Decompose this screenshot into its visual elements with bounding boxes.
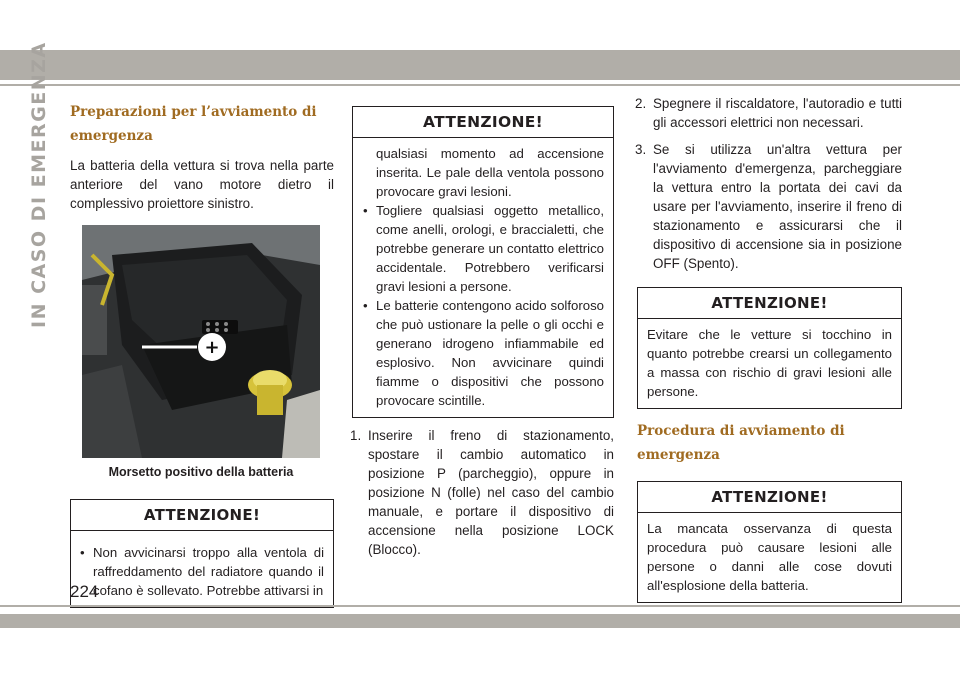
warning-text: Evitare che le vetture si tocchino in quanto potrebbe crearsi un collegamento a massa con rischio di gravi lesioni alle persone. <box>647 327 892 399</box>
positive-terminal-icon: + <box>204 337 220 358</box>
procedure-steps <box>352 426 614 559</box>
section-side-label: IN CASO DI EMERGENZA <box>28 41 50 328</box>
section-heading-procedure: Procedura di avviamento di emergenza <box>637 423 845 463</box>
warning-box-vehicles <box>637 287 902 409</box>
column-left <box>70 100 334 608</box>
warning-bullet: • Le batterie contengono acido solforoso che può ustionare la pelle o gli occhi e generano idrogeno infiammabile ed esplosivo. Non avvicinare quindi fiamme o dispositivi che possono provocare scintille. <box>363 296 604 410</box>
warning-text: La mancata osservanza di questa procedura può causare lesioni alle persone o danni alle cose dovuti all'esplosione della batteria. <box>647 521 892 593</box>
column-right <box>637 94 902 603</box>
engine-bay-illustration <box>82 225 320 458</box>
warning-box-continued <box>352 106 614 418</box>
warning-bullet: • Togliere qualsiasi oggetto metallico, come anelli, orologi, e braccialetti, che potrebbe generare un contatto elettrico accidentale. Potrebbero verificarsi gravi lesioni a persone. <box>363 201 604 296</box>
page-number: 224 <box>70 582 99 601</box>
warning-title: ATTENZIONE! <box>353 107 613 138</box>
step-item <box>637 140 902 273</box>
step-text: Inserire il freno di stazionamento, spostare il cambio automatico in posizione P (parcheggio), oppure in posizione N (folle) nel caso del cambio manuale, e portare il dispositivo di accensione nella posizione LOCK (Blocco). <box>368 428 614 557</box>
header-band <box>0 50 960 80</box>
warning-box-fan <box>70 499 334 608</box>
procedure-steps <box>637 94 902 273</box>
warning-title: ATTENZIONE! <box>638 482 901 513</box>
warning-title: ATTENZIONE! <box>638 288 901 319</box>
step-item <box>637 94 902 132</box>
step-number: 3. <box>635 142 647 157</box>
step-text: Se si utilizza un'altra vettura per l'avviamento d'emergenza, parcheggiare la vettura entro la portata dei cavi da usare per l'avviamento, inserire il freno di stazionamento e assicurarsi che il dispositivo di accensione sia in posizione OFF (Spento). <box>653 142 902 271</box>
step-number: 2. <box>635 96 647 111</box>
footer-rule <box>0 605 960 607</box>
step-item <box>352 426 614 559</box>
photo-caption: Morsetto positivo della batteria <box>108 465 294 479</box>
step-text: Spegnere il riscaldatore, l'autoradio e tutti gli accessori elettrici non necessari. <box>653 96 902 130</box>
header-rule <box>0 84 960 86</box>
warning-box-procedure <box>637 481 902 603</box>
footer-band <box>0 614 960 628</box>
battery-location-paragraph: La batteria della vettura si trova nella parte anteriore del vano motore dietro il complessivo proiettore sinistro. <box>70 158 334 211</box>
warning-bullet: • Non avvicinarsi troppo alla ventola di raffreddamento del radiatore quando il cofano è sollevato. Potrebbe attivarsi in <box>80 543 324 600</box>
column-middle <box>352 106 614 559</box>
warning-title: ATTENZIONE! <box>71 500 333 531</box>
warning-continued-text: qualsiasi momento ad accensione inserita. Le pale della ventola possono provocare gravi lesioni. <box>376 146 604 199</box>
battery-photo <box>82 225 320 458</box>
step-number: 1. <box>350 428 362 443</box>
section-heading-preparation: Preparazioni per l’avviamento di emergenza <box>70 104 317 144</box>
